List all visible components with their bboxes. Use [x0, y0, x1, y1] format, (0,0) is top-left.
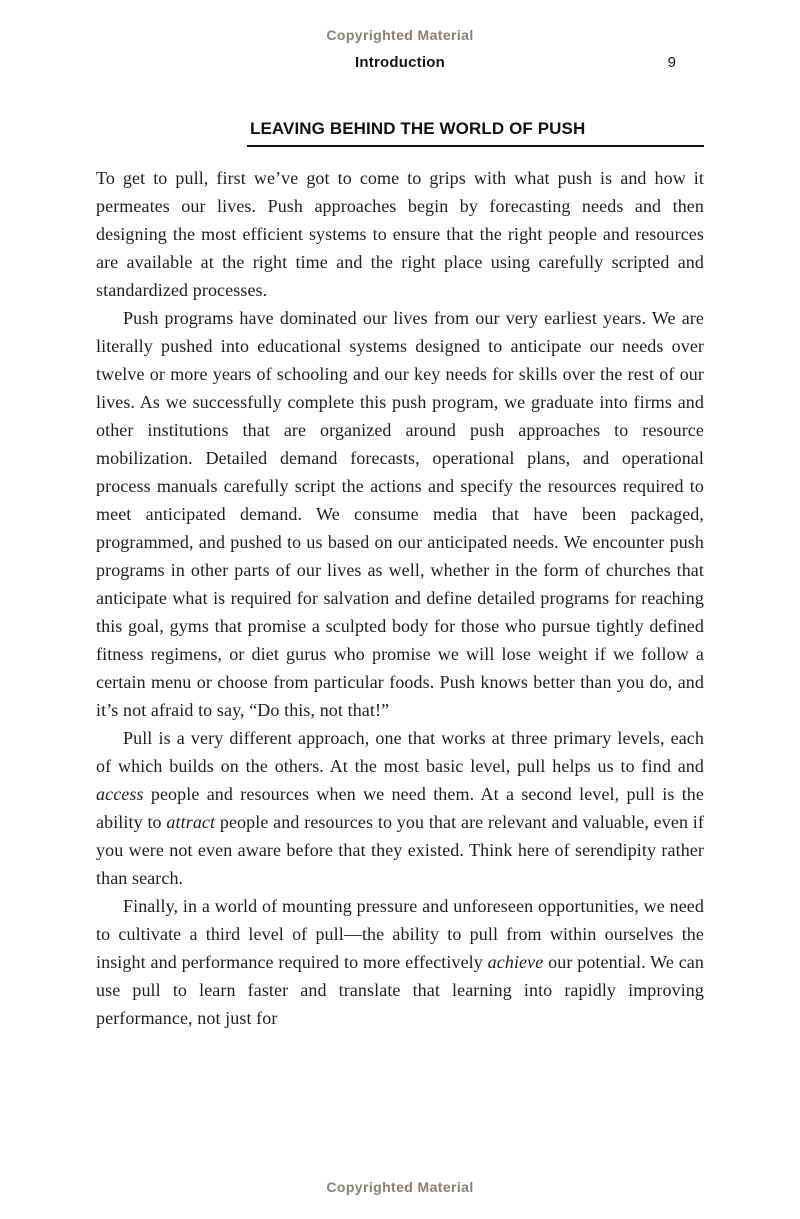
text-run: Push programs have dominated our lives from our very earliest years. We are literally pushed into educational systems designed to anticipate our needs over twelve or more years of schooling and our key needs for skills over the rest of our lives. As we successfully complete this push program, we graduate into firms and other institutions that are organized around push approaches to resource mobilization. Detailed demand forecasts, operational plans, and operational process manuals carefully script the actions and specify the resources required to meet anticipated demand. We consume media that have been packaged, programmed, and pushed to us based on our anticipated needs. We encounter push programs in other parts of our lives as well, whether in the form of churches that anticipate what is required for salvation and define detailed programs for reaching this goal, gyms that promise a sculpted body for those who pursue tightly defined fitness regimens, or diet gurus who promise we will lose weight if we follow a certain menu or choose from particular foods. Push knows better than you do, and it’s not afraid to say, “Do this, not that!”: [96, 308, 704, 720]
text-run: Finally, in a world of mounting pressure and unforeseen opportunities, we need to cultivate a third level of pull—the ability to pull from within ourselves the insight and performance required to more effectively: [96, 896, 704, 972]
paragraph: [96, 892, 704, 1032]
text-run: attract: [166, 812, 216, 832]
paragraph: [96, 164, 704, 304]
body-text: [96, 164, 704, 1032]
paragraph: [96, 304, 704, 724]
running-header: [96, 54, 704, 73]
copyright-watermark-top: Copyrighted Material: [326, 27, 474, 43]
page-content: [96, 119, 704, 1032]
copyright-watermark-bottom: Copyrighted Material: [326, 1179, 474, 1195]
chapter-title: Introduction: [355, 54, 445, 71]
page-number: 9: [667, 54, 676, 71]
text-run: achieve: [487, 952, 544, 972]
text-run: people and resources when we need them. At a second level, pull is the ability to: [96, 784, 704, 832]
section-heading: LEAVING BEHIND THE WORLD OF PUSH: [247, 119, 704, 147]
text-run: our potential. We can use pull to learn faster and translate that learning into rapidly improving performance, not just for: [96, 952, 704, 1028]
text-run: access: [96, 784, 144, 804]
text-run: people and resources to you that are relevant and valuable, even if you were not even aware before that they existed. Think here of serendipity rather than search.: [96, 812, 704, 888]
text-run: To get to pull, first we’ve got to come to grips with what push is and how it permeates our lives. Push approaches begin by forecasting needs and then designing the most efficient systems to ensure that the right people and resources are available at the right time and the right place using carefully scripted and standardized processes.: [96, 168, 704, 300]
text-run: Pull is a very different approach, one that works at three primary levels, each of which builds on the others. At the most basic level, pull helps us to find and: [96, 728, 704, 776]
paragraph: [96, 724, 704, 892]
